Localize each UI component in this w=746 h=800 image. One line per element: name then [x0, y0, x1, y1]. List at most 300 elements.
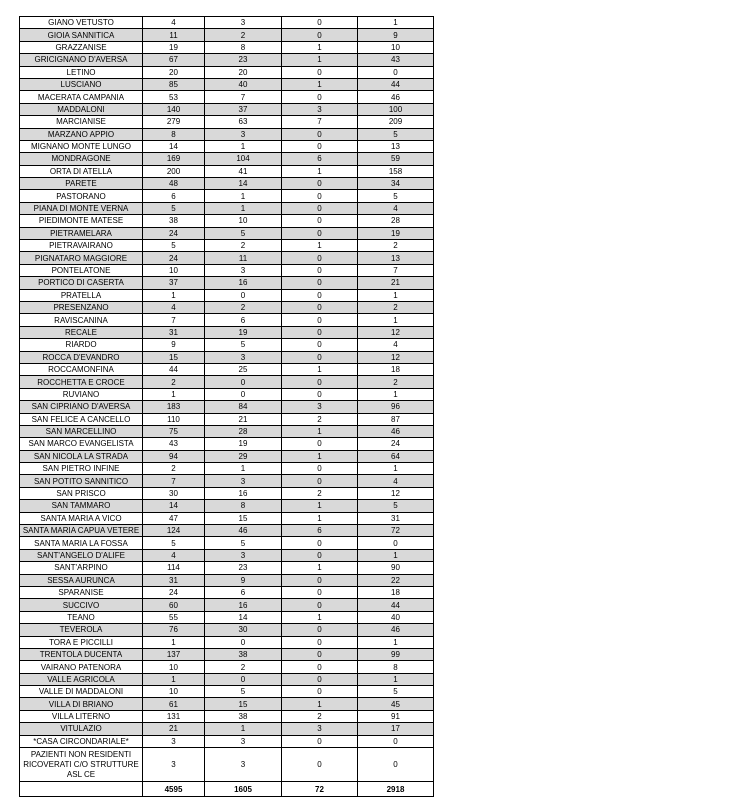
- cell-value-3: 6: [282, 153, 358, 165]
- cell-value-1: 38: [143, 215, 205, 227]
- cell-value-2: 63: [205, 116, 282, 128]
- cell-value-1: 61: [143, 698, 205, 710]
- cell-value-4: 4: [358, 339, 434, 351]
- table-row: [20, 574, 434, 586]
- table-row: [20, 41, 434, 53]
- table-row: [20, 215, 434, 227]
- cell-value-3: 1: [282, 78, 358, 90]
- cell-value-2: 14: [205, 178, 282, 190]
- table-row: [20, 388, 434, 400]
- cell-value-1: 9: [143, 339, 205, 351]
- cell-value-4: 5: [358, 190, 434, 202]
- municipality-name: PASTORANO: [20, 190, 143, 202]
- table-row: [20, 648, 434, 660]
- cell-value-2: 5: [205, 339, 282, 351]
- table-row: [20, 723, 434, 735]
- table-row: [20, 277, 434, 289]
- cell-value-1: 30: [143, 487, 205, 499]
- cell-value-4: 46: [358, 425, 434, 437]
- municipality-name: PIETRAVAIRANO: [20, 240, 143, 252]
- table-row: [20, 624, 434, 636]
- cell-value-2: 46: [205, 525, 282, 537]
- cell-value-4: 12: [358, 351, 434, 363]
- cell-value-2: 1: [205, 463, 282, 475]
- cell-value-2: 11: [205, 252, 282, 264]
- cell-value-4: 12: [358, 487, 434, 499]
- cell-value-3: 3: [282, 723, 358, 735]
- cell-value-1: 279: [143, 116, 205, 128]
- cell-value-2: 0: [205, 289, 282, 301]
- cell-value-4: 13: [358, 140, 434, 152]
- cell-value-4: 34: [358, 178, 434, 190]
- cell-value-1: 85: [143, 78, 205, 90]
- cell-value-1: 14: [143, 500, 205, 512]
- cell-value-3: 0: [282, 624, 358, 636]
- municipality-name: VALLE AGRICOLA: [20, 673, 143, 685]
- cell-value-1: 48: [143, 178, 205, 190]
- cell-value-4: 1: [358, 463, 434, 475]
- cell-value-1: 3: [143, 735, 205, 747]
- cell-value-3: 0: [282, 748, 358, 782]
- cell-value-2: 1: [205, 190, 282, 202]
- table-row: [20, 202, 434, 214]
- cell-value-4: 44: [358, 78, 434, 90]
- cell-value-2: 2: [205, 29, 282, 41]
- cell-value-2: 23: [205, 562, 282, 574]
- table-row: [20, 438, 434, 450]
- cell-value-2: 84: [205, 401, 282, 413]
- cell-value-4: 18: [358, 586, 434, 598]
- cell-value-2: 3: [205, 264, 282, 276]
- municipality-name: ROCCAMONFINA: [20, 363, 143, 375]
- cell-value-1: 8: [143, 128, 205, 140]
- cell-value-1: 2: [143, 463, 205, 475]
- cell-value-4: 0: [358, 537, 434, 549]
- cell-value-1: 20: [143, 66, 205, 78]
- cell-value-2: 30: [205, 624, 282, 636]
- cell-value-4: 2918: [358, 782, 434, 797]
- cell-value-1: 67: [143, 54, 205, 66]
- cell-value-3: 3: [282, 103, 358, 115]
- cell-value-2: 3: [205, 748, 282, 782]
- cell-value-2: 6: [205, 314, 282, 326]
- table-row: [20, 698, 434, 710]
- cell-value-4: 18: [358, 363, 434, 375]
- cell-value-3: 0: [282, 438, 358, 450]
- cell-value-2: 2: [205, 661, 282, 673]
- cell-value-4: 45: [358, 698, 434, 710]
- cell-value-3: 0: [282, 673, 358, 685]
- cell-value-4: 9: [358, 29, 434, 41]
- cell-value-3: 0: [282, 636, 358, 648]
- table-row: [20, 314, 434, 326]
- cell-value-3: 0: [282, 599, 358, 611]
- cell-value-1: 43: [143, 438, 205, 450]
- cell-value-4: 40: [358, 611, 434, 623]
- table-row: [20, 500, 434, 512]
- cell-value-4: 13: [358, 252, 434, 264]
- cell-value-1: 15: [143, 351, 205, 363]
- cell-value-3: 0: [282, 314, 358, 326]
- cell-value-2: 19: [205, 438, 282, 450]
- municipality-name: [20, 782, 143, 797]
- cell-value-3: 0: [282, 264, 358, 276]
- cell-value-4: 64: [358, 450, 434, 462]
- municipality-name: SANTA MARIA LA FOSSA: [20, 537, 143, 549]
- cell-value-2: 3: [205, 128, 282, 140]
- municipality-name: SUCCIVO: [20, 599, 143, 611]
- cell-value-2: 10: [205, 215, 282, 227]
- cell-value-2: 23: [205, 54, 282, 66]
- cell-value-3: 0: [282, 574, 358, 586]
- cell-value-3: 0: [282, 661, 358, 673]
- cell-value-2: 3: [205, 351, 282, 363]
- cell-value-3: 1: [282, 500, 358, 512]
- cell-value-3: 0: [282, 29, 358, 41]
- non-resident-patients-row: [20, 748, 434, 782]
- table-row: [20, 475, 434, 487]
- municipality-name: GRAZZANISE: [20, 41, 143, 53]
- cell-value-2: 9: [205, 574, 282, 586]
- municipality-cases-table: [19, 16, 434, 797]
- cell-value-2: 38: [205, 710, 282, 722]
- municipality-name: MONDRAGONE: [20, 153, 143, 165]
- cell-value-2: 5: [205, 686, 282, 698]
- cell-value-3: 0: [282, 735, 358, 747]
- municipality-name: TORA E PICCILLI: [20, 636, 143, 648]
- municipality-name: LETINO: [20, 66, 143, 78]
- cell-value-3: 0: [282, 648, 358, 660]
- cell-value-4: 4: [358, 202, 434, 214]
- municipality-name: PRATELLA: [20, 289, 143, 301]
- cell-value-1: 53: [143, 91, 205, 103]
- cell-value-3: 0: [282, 475, 358, 487]
- cell-value-3: 1: [282, 240, 358, 252]
- table-row: [20, 301, 434, 313]
- municipality-name: MADDALONI: [20, 103, 143, 115]
- cell-value-2: 0: [205, 376, 282, 388]
- cell-value-2: 0: [205, 388, 282, 400]
- cell-value-2: 8: [205, 41, 282, 53]
- cell-value-2: 16: [205, 277, 282, 289]
- cell-value-2: 5: [205, 227, 282, 239]
- cell-value-2: 21: [205, 413, 282, 425]
- municipality-name: PIANA DI MONTE VERNA: [20, 202, 143, 214]
- table-row: [20, 512, 434, 524]
- cell-value-3: 1: [282, 41, 358, 53]
- cell-value-1: 4: [143, 301, 205, 313]
- cell-value-1: 76: [143, 624, 205, 636]
- cell-value-1: 4595: [143, 782, 205, 797]
- cell-value-1: 21: [143, 723, 205, 735]
- table-row: [20, 227, 434, 239]
- cell-value-4: 28: [358, 215, 434, 227]
- cell-value-2: 3: [205, 17, 282, 29]
- municipality-name: SAN MARCO EVANGELISTA: [20, 438, 143, 450]
- cell-value-1: 10: [143, 264, 205, 276]
- table-row: [20, 686, 434, 698]
- cell-value-3: 1: [282, 562, 358, 574]
- cell-value-4: 43: [358, 54, 434, 66]
- cell-value-2: 2: [205, 240, 282, 252]
- cell-value-2: 3: [205, 475, 282, 487]
- cell-value-3: 2: [282, 487, 358, 499]
- cell-value-2: 1605: [205, 782, 282, 797]
- cell-value-2: 3: [205, 735, 282, 747]
- cell-value-4: 2: [358, 240, 434, 252]
- cell-value-2: 8: [205, 500, 282, 512]
- cell-value-1: 131: [143, 710, 205, 722]
- cell-value-4: 22: [358, 574, 434, 586]
- cell-value-4: 100: [358, 103, 434, 115]
- cell-value-1: 31: [143, 574, 205, 586]
- cell-value-4: 31: [358, 512, 434, 524]
- cell-value-1: 24: [143, 227, 205, 239]
- table-row: [20, 178, 434, 190]
- municipality-name: RIARDO: [20, 339, 143, 351]
- cell-value-4: 158: [358, 165, 434, 177]
- table-row: [20, 562, 434, 574]
- cell-value-4: 1: [358, 549, 434, 561]
- municipality-name: GIANO VETUSTO: [20, 17, 143, 29]
- cell-value-3: 1: [282, 450, 358, 462]
- municipality-name: GIOIA SANNITICA: [20, 29, 143, 41]
- municipality-name: MARZANO APPIO: [20, 128, 143, 140]
- cell-value-2: 37: [205, 103, 282, 115]
- cell-value-3: 0: [282, 586, 358, 598]
- cell-value-4: 19: [358, 227, 434, 239]
- cell-value-3: 1: [282, 54, 358, 66]
- total-row: [20, 782, 434, 797]
- cell-value-4: 0: [358, 735, 434, 747]
- cell-value-4: 10: [358, 41, 434, 53]
- cell-value-1: 44: [143, 363, 205, 375]
- cell-value-4: 87: [358, 413, 434, 425]
- table-row: [20, 140, 434, 152]
- cell-value-1: 7: [143, 475, 205, 487]
- municipality-name: GRICIGNANO D'AVERSA: [20, 54, 143, 66]
- cell-value-2: 38: [205, 648, 282, 660]
- cell-value-4: 4: [358, 475, 434, 487]
- municipality-name: PIETRAMELARA: [20, 227, 143, 239]
- cell-value-1: 137: [143, 648, 205, 660]
- cell-value-3: 0: [282, 339, 358, 351]
- cell-value-3: 0: [282, 326, 358, 338]
- municipality-name: SAN FELICE A CANCELLO: [20, 413, 143, 425]
- municipality-name: RAVISCANINA: [20, 314, 143, 326]
- cell-value-4: 96: [358, 401, 434, 413]
- table-row: [20, 413, 434, 425]
- municipality-name: SAN POTITO SANNITICO: [20, 475, 143, 487]
- cell-value-3: 0: [282, 301, 358, 313]
- cell-value-3: 0: [282, 376, 358, 388]
- cell-value-1: 2: [143, 376, 205, 388]
- table-row: [20, 735, 434, 747]
- table-row: [20, 91, 434, 103]
- cell-value-3: 0: [282, 202, 358, 214]
- cell-value-3: 0: [282, 227, 358, 239]
- cell-value-4: 209: [358, 116, 434, 128]
- municipality-name: PIEDIMONTE MATESE: [20, 215, 143, 227]
- cell-value-4: 24: [358, 438, 434, 450]
- cell-value-1: 5: [143, 240, 205, 252]
- cell-value-2: 2: [205, 301, 282, 313]
- cell-value-2: 15: [205, 698, 282, 710]
- cell-value-2: 1: [205, 723, 282, 735]
- cell-value-3: 0: [282, 686, 358, 698]
- municipality-name: SESSA AURUNCA: [20, 574, 143, 586]
- cell-value-2: 16: [205, 599, 282, 611]
- table-row: [20, 116, 434, 128]
- table-row: [20, 17, 434, 29]
- cell-value-3: 0: [282, 190, 358, 202]
- cell-value-3: 6: [282, 525, 358, 537]
- municipality-name: TEANO: [20, 611, 143, 623]
- municipality-name: SAN PIETRO INFINE: [20, 463, 143, 475]
- cell-value-3: 72: [282, 782, 358, 797]
- cell-value-4: 44: [358, 599, 434, 611]
- cell-value-1: 5: [143, 537, 205, 549]
- municipality-name: SANT'ANGELO D'ALIFE: [20, 549, 143, 561]
- table-row: [20, 78, 434, 90]
- table-row: [20, 363, 434, 375]
- cell-value-4: 1: [358, 636, 434, 648]
- cell-value-3: 0: [282, 66, 358, 78]
- municipality-name: VITULAZIO: [20, 723, 143, 735]
- municipality-name: SAN TAMMARO: [20, 500, 143, 512]
- cell-value-3: 1: [282, 363, 358, 375]
- cell-value-3: 0: [282, 17, 358, 29]
- cell-value-3: 1: [282, 698, 358, 710]
- cell-value-1: 169: [143, 153, 205, 165]
- cell-value-1: 7: [143, 314, 205, 326]
- table-row: [20, 326, 434, 338]
- cell-value-1: 14: [143, 140, 205, 152]
- cell-value-1: 75: [143, 425, 205, 437]
- cell-value-1: 140: [143, 103, 205, 115]
- cell-value-3: 0: [282, 549, 358, 561]
- municipality-name: ROCCA D'EVANDRO: [20, 351, 143, 363]
- cell-value-4: 46: [358, 91, 434, 103]
- cell-value-4: 99: [358, 648, 434, 660]
- municipality-name: SANTA MARIA CAPUA VETERE: [20, 525, 143, 537]
- cell-value-3: 0: [282, 289, 358, 301]
- cell-value-2: 25: [205, 363, 282, 375]
- cell-value-4: 12: [358, 326, 434, 338]
- cell-value-1: 1: [143, 289, 205, 301]
- table-row: [20, 525, 434, 537]
- cell-value-3: 2: [282, 413, 358, 425]
- cell-value-1: 6: [143, 190, 205, 202]
- cell-value-2: 3: [205, 549, 282, 561]
- municipality-name: VAIRANO PATENORA: [20, 661, 143, 673]
- cell-value-3: 1: [282, 425, 358, 437]
- table-row: [20, 599, 434, 611]
- cell-value-3: 2: [282, 710, 358, 722]
- cell-value-3: 1: [282, 165, 358, 177]
- cell-value-2: 16: [205, 487, 282, 499]
- table-row: [20, 463, 434, 475]
- municipality-name: MACERATA CAMPANIA: [20, 91, 143, 103]
- cell-value-4: 2: [358, 301, 434, 313]
- cell-value-1: 10: [143, 686, 205, 698]
- cell-value-2: 1: [205, 202, 282, 214]
- table-row: [20, 549, 434, 561]
- cell-value-4: 46: [358, 624, 434, 636]
- table-row: [20, 252, 434, 264]
- data-table-container: [19, 16, 434, 797]
- cell-value-2: 0: [205, 673, 282, 685]
- table-row: [20, 54, 434, 66]
- municipality-name: MARCIANISE: [20, 116, 143, 128]
- cell-value-4: 1: [358, 314, 434, 326]
- cell-value-4: 1: [358, 17, 434, 29]
- cell-value-1: 4: [143, 549, 205, 561]
- municipality-name: PAZIENTI NON RESIDENTI RICOVERATI C/O STRUTTURE ASL CE: [20, 748, 143, 782]
- cell-value-2: 5: [205, 537, 282, 549]
- cell-value-3: 0: [282, 351, 358, 363]
- cell-value-3: 0: [282, 388, 358, 400]
- cell-value-3: 0: [282, 277, 358, 289]
- municipality-name: TEVEROLA: [20, 624, 143, 636]
- cell-value-2: 20: [205, 66, 282, 78]
- cell-value-4: 0: [358, 748, 434, 782]
- table-row: [20, 487, 434, 499]
- municipality-name: VILLA LITERNO: [20, 710, 143, 722]
- cell-value-1: 4: [143, 17, 205, 29]
- table-row: [20, 586, 434, 598]
- municipality-name: VILLA DI BRIANO: [20, 698, 143, 710]
- cell-value-1: 47: [143, 512, 205, 524]
- municipality-name: PONTELATONE: [20, 264, 143, 276]
- table-row: [20, 339, 434, 351]
- municipality-name: SANT'ARPINO: [20, 562, 143, 574]
- cell-value-4: 21: [358, 277, 434, 289]
- cell-value-1: 24: [143, 586, 205, 598]
- municipality-name: *CASA CIRCONDARIALE*: [20, 735, 143, 747]
- municipality-name: MIGNANO MONTE LUNGO: [20, 140, 143, 152]
- cell-value-3: 7: [282, 116, 358, 128]
- table-row: [20, 153, 434, 165]
- table-row: [20, 537, 434, 549]
- table-row: [20, 450, 434, 462]
- cell-value-3: 0: [282, 215, 358, 227]
- table-row: [20, 661, 434, 673]
- cell-value-4: 5: [358, 128, 434, 140]
- municipality-name: PRESENZANO: [20, 301, 143, 313]
- table-row: [20, 264, 434, 276]
- table-row: [20, 190, 434, 202]
- municipality-name: LUSCIANO: [20, 78, 143, 90]
- table-row: [20, 240, 434, 252]
- table-row: [20, 351, 434, 363]
- cell-value-1: 1: [143, 388, 205, 400]
- cell-value-4: 7: [358, 264, 434, 276]
- cell-value-3: 0: [282, 463, 358, 475]
- municipality-name: PIGNATARO MAGGIORE: [20, 252, 143, 264]
- cell-value-3: 0: [282, 178, 358, 190]
- table-row: [20, 289, 434, 301]
- cell-value-1: 24: [143, 252, 205, 264]
- cell-value-4: 72: [358, 525, 434, 537]
- cell-value-1: 5: [143, 202, 205, 214]
- cell-value-4: 91: [358, 710, 434, 722]
- cell-value-2: 29: [205, 450, 282, 462]
- cell-value-4: 8: [358, 661, 434, 673]
- table-row: [20, 425, 434, 437]
- cell-value-3: 1: [282, 611, 358, 623]
- cell-value-2: 41: [205, 165, 282, 177]
